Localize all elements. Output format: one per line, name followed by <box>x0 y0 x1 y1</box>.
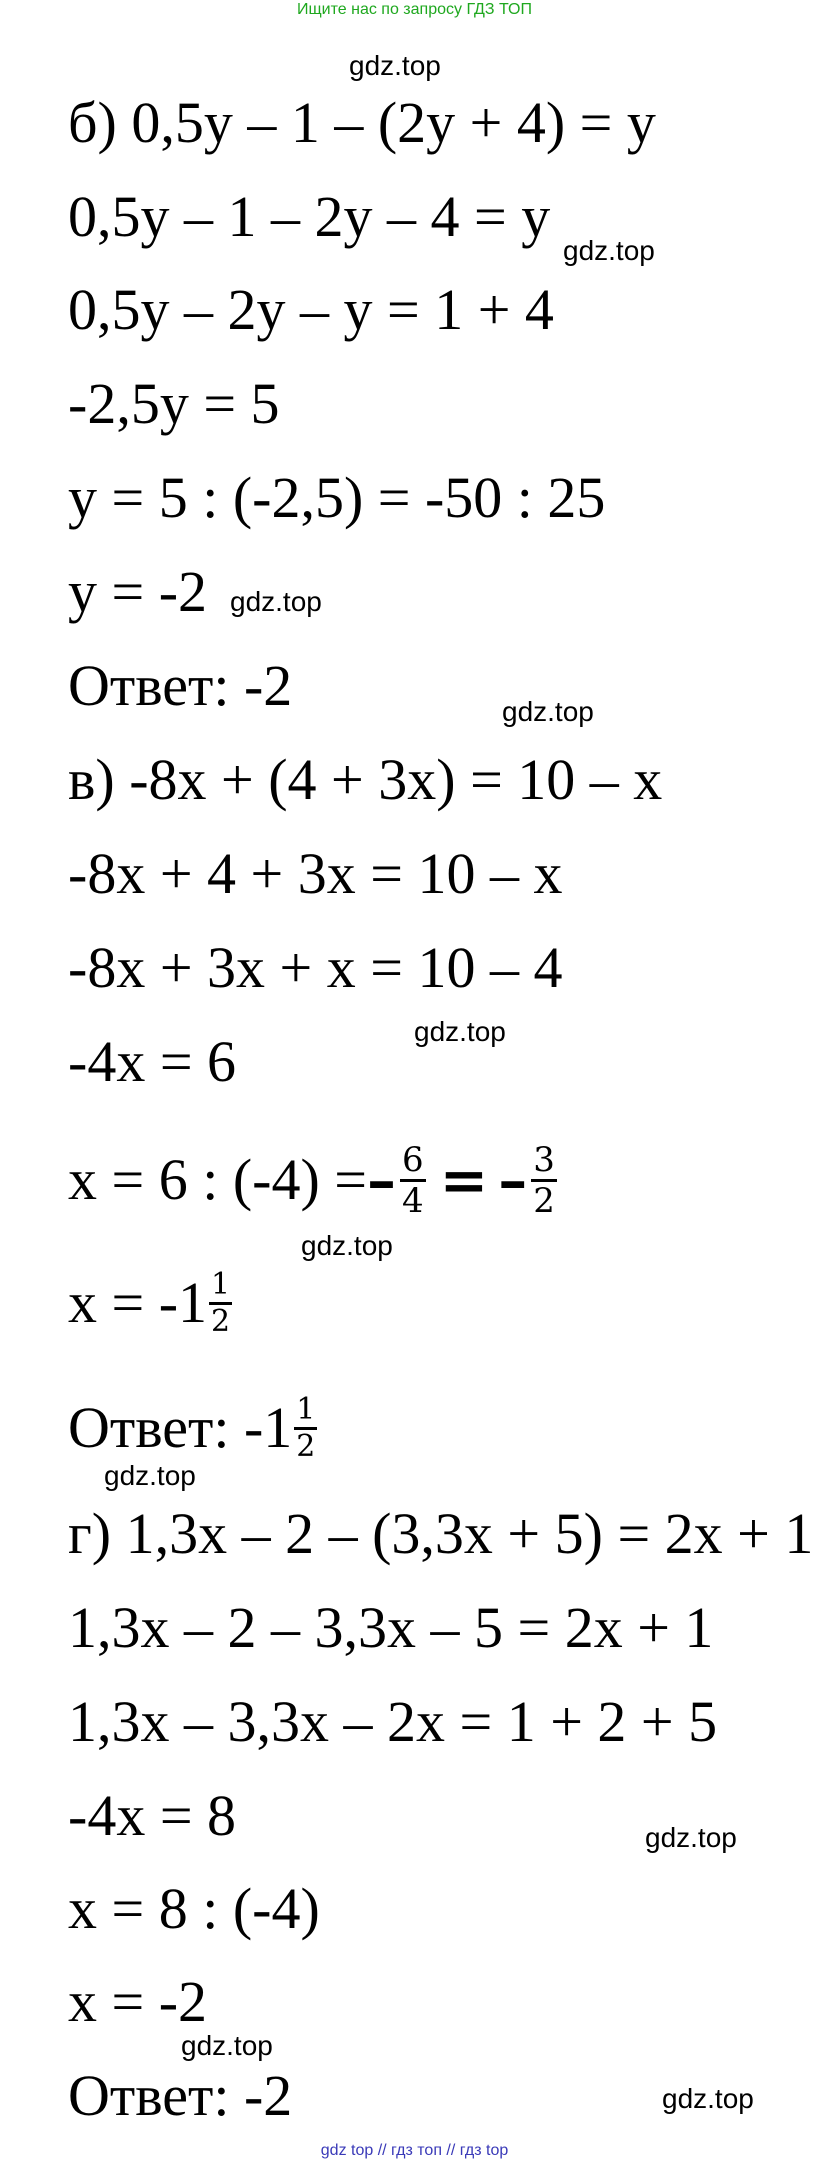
watermark: gdz.top <box>502 696 594 727</box>
watermark: gdz.top <box>645 1822 737 1853</box>
equation-line: 1,3x – 3,3x – 2x = 1 + 2 + 5 <box>68 1689 718 1754</box>
watermark: gdz.top <box>662 2083 754 2114</box>
fraction-denominator: 2 <box>533 1180 555 1221</box>
equation-line-fractions <box>68 1132 561 1228</box>
watermark: gdz.top <box>563 235 655 266</box>
equation-line: в) -8x + (4 + 3x) = 10 – x <box>68 747 663 812</box>
answer-line: Ответ: -2 <box>68 2063 293 2128</box>
equation-line: б) 0,5y – 1 – (2y + 4) = y <box>68 90 656 155</box>
watermark: gdz.top <box>414 1016 506 1047</box>
answer-line: Ответ: -2 <box>68 653 293 718</box>
equation-line: 0,5y – 1 – 2y – 4 = y <box>68 184 551 249</box>
minus-sign: – <box>498 1146 528 1214</box>
watermark: gdz.top <box>349 50 441 81</box>
watermark: gdz.top <box>301 1230 393 1261</box>
fraction <box>400 1141 426 1220</box>
watermark: gdz.top <box>104 1460 196 1491</box>
fraction-denominator: 2 <box>211 1303 231 1339</box>
equation-line: x = 8 : (-4) <box>68 1876 320 1941</box>
minus-sign: – <box>366 1146 396 1214</box>
fraction-denominator: 4 <box>401 1180 424 1221</box>
fraction-numerator: 1 <box>294 1393 317 1430</box>
fraction <box>294 1393 317 1464</box>
equation-line: -2,5y = 5 <box>68 371 280 436</box>
fraction <box>209 1268 232 1339</box>
equation-line: г) 1,3x – 2 – (3,3x + 5) = 2x + 1 <box>68 1501 814 1566</box>
equals-sign: = <box>439 1146 489 1214</box>
fraction-denominator: 2 <box>296 1428 316 1464</box>
equation-line: -4x = 8 <box>68 1783 237 1848</box>
answer-lead: Ответ: -1 <box>68 1395 293 1460</box>
equation-line: -8x + 4 + 3x = 10 – x <box>68 841 563 906</box>
fraction <box>531 1141 557 1220</box>
fraction-numerator: 1 <box>209 1268 232 1305</box>
fraction-numerator: 6 <box>401 1139 424 1180</box>
equation-lead: x = 6 : (-4) = <box>68 1147 367 1212</box>
equation-line: y = -2 <box>68 559 208 624</box>
equation-line: -8x + 3x + x = 10 – 4 <box>68 935 563 1000</box>
equation-line: x = -2 <box>68 1969 208 2034</box>
equation-line: -4x = 6 <box>68 1029 237 1094</box>
top-banner[interactable]: Ищите нас по запросу ГДЗ ТОП <box>297 1 532 18</box>
footer-links[interactable]: gdz top // гдз топ // гдз top <box>320 2142 509 2159</box>
equation-line: 1,3x – 2 – 3,3x – 5 = 2x + 1 <box>68 1595 714 1660</box>
watermark: gdz.top <box>230 586 322 617</box>
equation-lead: x = -1 <box>68 1270 208 1335</box>
equation-line: y = 5 : (-2,5) = -50 : 25 <box>68 465 606 530</box>
equation-line: 0,5y – 2y – y = 1 + 4 <box>68 277 554 342</box>
watermark: gdz.top <box>181 2030 273 2061</box>
equation-line-mixed-number <box>68 1255 234 1351</box>
fraction-numerator: 3 <box>533 1139 555 1180</box>
